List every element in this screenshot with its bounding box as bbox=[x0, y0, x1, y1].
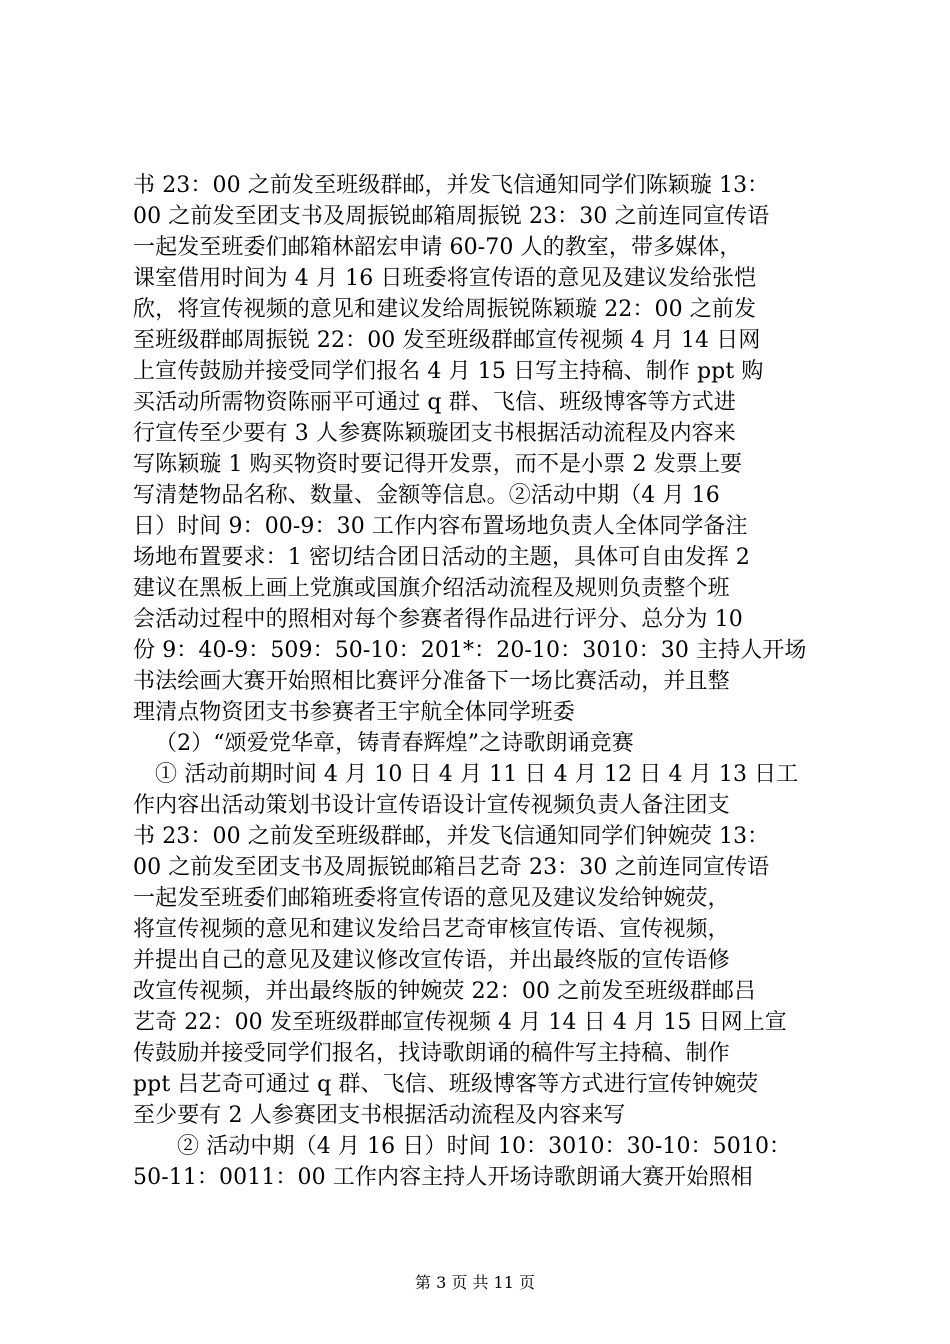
text-line: 上宣传鼓励并接受同学们报名 4 月 15 日写主持稿、制作 ppt 购 bbox=[133, 359, 764, 384]
text-line: 50-11：0011：00 工作内容主持人开场诗歌朗诵大赛开始照相 bbox=[133, 1165, 753, 1190]
text-line: 买活动所需物资陈丽平可通过 q 群、飞信、班级博客等方式进 bbox=[133, 390, 736, 415]
text-line: 书法绘画大赛开始照相比赛评分准备下一场比赛活动，并且整 bbox=[133, 669, 730, 694]
text-line: 日）时间 9：00-9：30 工作内容布置场地负责人全体同学备注 bbox=[133, 514, 748, 539]
text-line: 将宣传视频的意见和建议发给吕艺奇审核宣传语、宣传视频， bbox=[133, 917, 730, 942]
text-line: 份 9：40-9：509：50-10：201*：20-10：3010：30 主持人开场 bbox=[133, 638, 807, 663]
text-line: 一起发至班委们邮箱班委将宣传语的意见及建议发给钟婉荧， bbox=[133, 886, 730, 911]
text-line: 写清楚物品名称、数量、金额等信息。②活动中期（4 月 16 bbox=[133, 483, 720, 508]
text-line: 00 之前发至团支书及周振锐邮箱吕艺奇 23：30 之前连同宣传语 bbox=[133, 855, 770, 880]
text-line: ppt 吕艺奇可通过 q 群、飞信、班级博客等方式进行宣传钟婉荧 bbox=[133, 1072, 759, 1097]
text-line: 行宣传至少要有 3 人参赛陈颖璇团支书根据活动流程及内容来 bbox=[133, 421, 736, 446]
text-line: 写陈颖璇 1 购买物资时要记得开发票，而不是小票 2 发票上要 bbox=[133, 452, 743, 477]
paragraph-start-line: ① 活动前期时间 4 月 10 日 4 月 11 日 4 月 12 日 4 月 13 日工 bbox=[155, 762, 799, 787]
text-line: 建议在黑板上画上党旗或国旗介绍活动流程及规则负责整个班 bbox=[133, 576, 730, 601]
paragraph-start-line: ② 活动中期（4 月 16 日）时间 10：3010：30-10：5010： bbox=[177, 1134, 792, 1159]
text-line: 作内容出活动策划书设计宣传语设计宣传视频负责人备注团支 bbox=[133, 793, 730, 818]
text-line: 艺奇 22：00 发至班级群邮宣传视频 4 月 14 日 4 月 15 日网上宣 bbox=[133, 1010, 787, 1035]
text-line: 场地布置要求：1 密切结合团日活动的主题，具体可自由发挥 2 bbox=[133, 545, 750, 570]
text-line: 书 23：00 之前发至班级群邮，并发飞信通知同学们钟婉荧 13： bbox=[133, 824, 770, 849]
section-heading: （2）“颂爱党华章，铸青春辉煌”之诗歌朗诵竞赛 bbox=[155, 731, 634, 756]
text-line: 会活动过程中的照相对每个参赛者得作品进行评分、总分为 10 bbox=[133, 607, 743, 632]
text-line: 课室借用时间为 4 月 16 日班委将宣传语的意见及建议发给张恺 bbox=[133, 266, 757, 291]
text-line: 一起发至班委们邮箱林韶宏申请 60-70 人的教室，带多媒体， bbox=[133, 235, 742, 260]
text-line: 传鼓励并接受同学们报名，找诗歌朗诵的稿件写主持稿、制作 bbox=[133, 1041, 730, 1066]
text-line: 理清点物资团支书参赛者王宇航全体同学班委 bbox=[133, 700, 576, 725]
text-line: 至少要有 2 人参赛团支书根据活动流程及内容来写 bbox=[133, 1103, 626, 1128]
text-line: 至班级群邮周振锐 22：00 发至班级群邮宣传视频 4 月 14 日网 bbox=[133, 328, 761, 353]
text-line: 欣，将宣传视频的意见和建议发给周振锐陈颖璇 22：00 之前发 bbox=[133, 297, 757, 322]
page-number-footer: 第 3 页 共 11 页 bbox=[415, 1273, 535, 1292]
text-line: 书 23：00 之前发至班级群邮，并发飞信通知同学们陈颖璇 13： bbox=[133, 173, 770, 198]
document-body bbox=[133, 170, 833, 1193]
text-line: 并提出自己的意见及建议修改宣传语，并出最终版的宣传语修 bbox=[133, 948, 730, 973]
text-line: 改宣传视频，并出最终版的钟婉荧 22：00 之前发至班级群邮吕 bbox=[133, 979, 757, 1004]
text-line: 00 之前发至团支书及周振锐邮箱周振锐 23：30 之前连同宣传语 bbox=[133, 204, 770, 229]
